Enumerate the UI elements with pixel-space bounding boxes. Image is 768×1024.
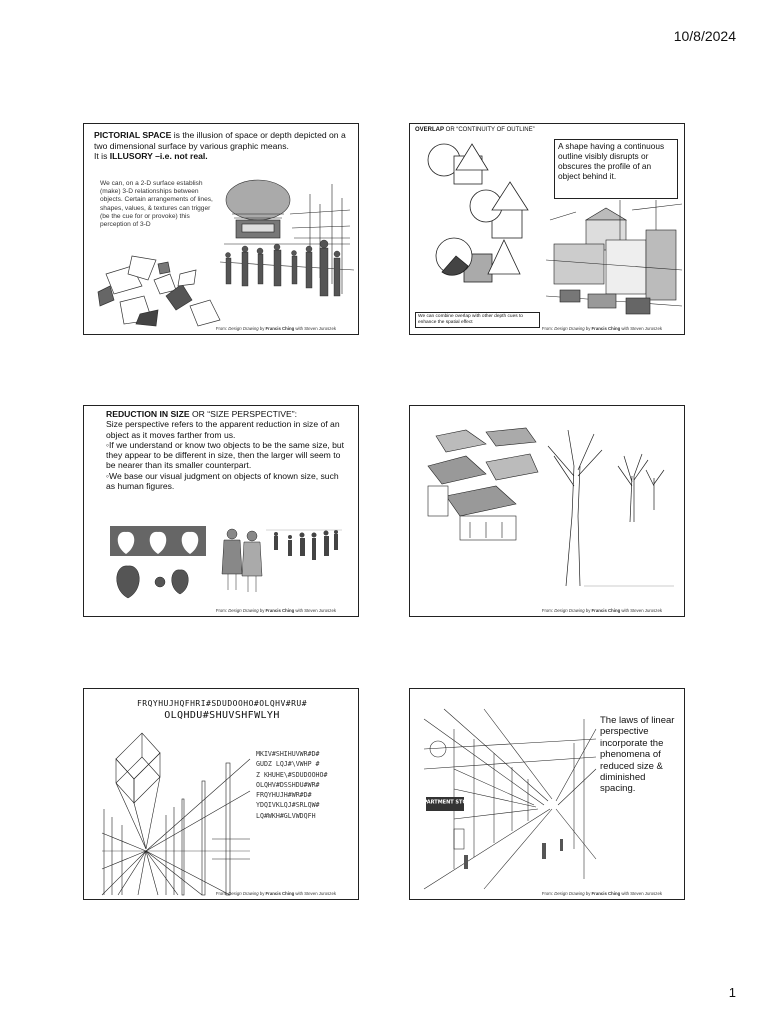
definition-line: MKIV#SHIHUVWR#D# (256, 750, 320, 758)
illusory-end: . (205, 151, 208, 161)
slide-overlap (409, 123, 685, 335)
illusory-emphasis: ILLUSORY –i.e. not real (109, 151, 206, 161)
title-keyword: PICTORIAL SPACE (94, 130, 172, 140)
title-keyword: OVERLAP (415, 127, 445, 133)
village-rooftops-sketch (426, 426, 538, 546)
human-figures-illustration (218, 526, 342, 594)
slide-linear-perspective (409, 688, 685, 900)
image-credit: From: Design Drawing by Francis Ching with Steven Juroszek (541, 608, 662, 613)
apples-illustration (110, 524, 206, 598)
town-sketch (546, 200, 682, 322)
slide-title: REDUCTION IN SIZE OR “SIZE PERSPECTIVE”: (106, 409, 298, 419)
bullet-item: ◦We base our visual judgment on objects of known size, such as human figures. (106, 470, 339, 492)
definition-line: Z KHUHE\#SDUDOOHO# (256, 770, 328, 779)
slide-title (84, 699, 360, 721)
street-scene-sketch (220, 174, 354, 322)
title-line-1: FRQYHUJHQFHRI#SDUDOOHO#OLQHV#RU# (136, 699, 308, 708)
title-text: OR “CONTINUITY OF OUTLINE” (444, 127, 535, 133)
slide-pictorial-space (83, 123, 359, 335)
convergence-definition (256, 749, 356, 821)
image-credit: From: Design Drawing by Francis Ching with Steven Juroszek (215, 891, 336, 896)
slide-convergence (83, 688, 359, 900)
image-credit: From: Design Drawing by Francis Ching with Steven Juroszek (215, 326, 336, 331)
definition-box: A shape having a continuous outline visibly disrupts or obscures the profile of an object behind it. (554, 139, 678, 199)
slide-text (106, 409, 346, 491)
overlap-note: We can combine overlap with other depth cues to enhance the spatial effect (415, 312, 540, 328)
definition-line: Size perspective refers to the apparent reduction in size of an object as it moves farther from us. (106, 419, 340, 440)
image-credit: From: Design Drawing by Francis Ching with Steven Juroszek (541, 326, 662, 331)
trees-sketch (544, 426, 674, 586)
slide-text: The laws of linear perspective incorporate the phenomena of reduced size & diminished spacing. (600, 715, 675, 795)
slide-size-examples (409, 405, 685, 617)
image-credit: From: Design Drawing by Francis Ching with Steven Juroszek (541, 891, 662, 896)
title-text: is the illusion of space or depth depicted on a two dimensional surface by various graphic means. (94, 130, 346, 151)
page-number: 1 (728, 985, 736, 1000)
bullet-item: ◦If we understand or know two objects to be the same size, but they appear to be different in size, then the larger will seem to be nearer than its smaller counterpart. (106, 439, 345, 471)
definition-line: YDQIVKLQJ#SRLQW# (256, 801, 320, 810)
illusory-prefix: It is (94, 151, 110, 161)
definition-line: LQ#WKH#GLVWDQFH (256, 811, 316, 820)
image-credit: From: Design Drawing by Francis Ching with Steven Juroszek (215, 608, 336, 613)
overlap-shapes-illustration (420, 138, 540, 308)
department-store-sign: DEPARTMENT STORE (416, 799, 474, 806)
page-date: 10/8/2024 (673, 28, 736, 44)
title-line-2: OLQHDU#SHUVSHFWLYH (164, 710, 280, 721)
definition-line: OLQHV#DSSHDU#WR# (256, 780, 320, 789)
definition-line: GUDZ LQJ#\VWHP # (256, 760, 320, 769)
slide-body-text: We can, on a 2-D surface establish (make) 3-D relationships between objects. Certain arrangements of lines, shapes, values, & textures can trigger (be the cue for or provoke) this perception of 3-D (100, 180, 213, 229)
definition-line: FRQYHUJH#WR#D# (256, 791, 312, 800)
street-perspective-sketch (416, 709, 596, 889)
slide-reduction-in-size (83, 405, 359, 617)
slide-title (415, 127, 535, 133)
perspective-drawing (102, 729, 250, 895)
